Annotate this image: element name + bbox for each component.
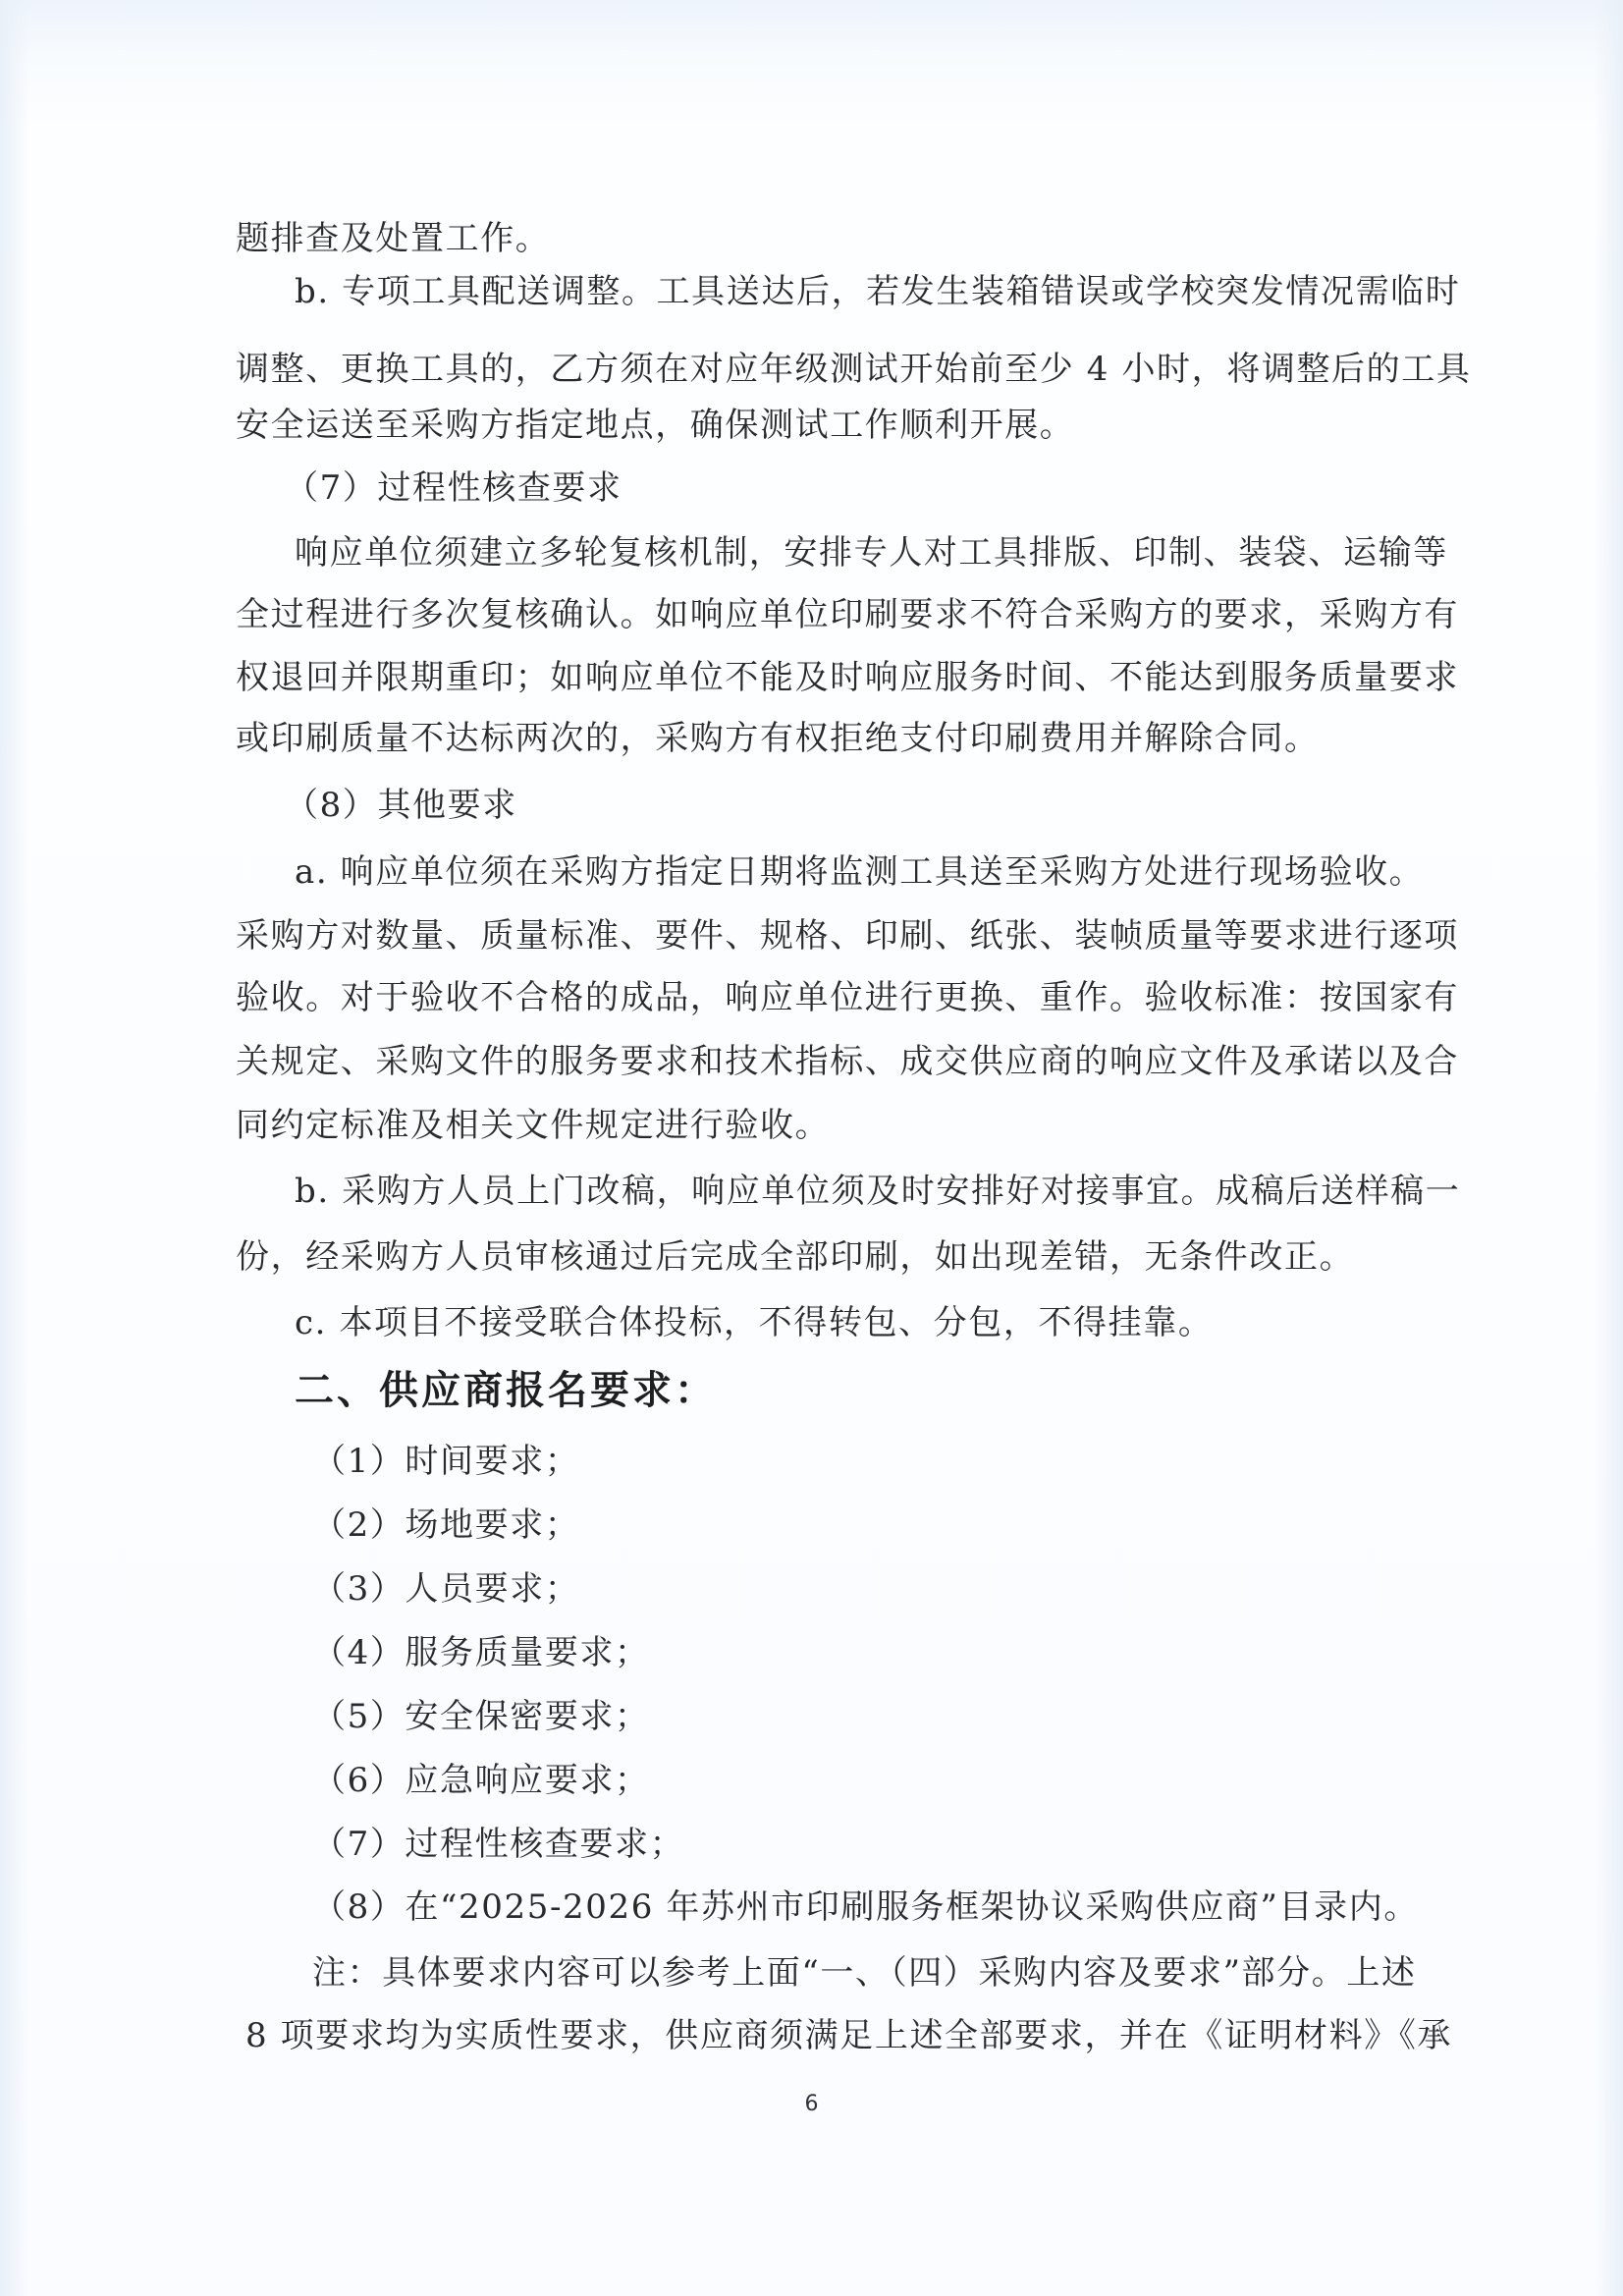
paragraph-line: 全过程进行多次复核确认。如响应单位印刷要求不符合采购方的要求，采购方有 (236, 595, 1459, 634)
paragraph-line: 响应单位须建立多轮复核机制，安排专人对工具排版、印制、装袋、运输等 (295, 533, 1448, 573)
requirement-item: （8）在“2025-2026 年苏州市印刷服务框架协议采购供应商”目录内。 (312, 1887, 1419, 1927)
page-number: 6 (804, 2092, 819, 2116)
paragraph-line: b. 采购方人员上门改稿，响应单位须及时安排好对接事宜。成稿后送样稿一 (295, 1172, 1461, 1211)
paragraph-line: 权退回并限期重印；如响应单位不能及时响应服务时间、不能达到服务质量要求 (236, 658, 1459, 697)
requirement-item: （5）安全保密要求； (312, 1697, 650, 1736)
requirement-item: （7）过程性核查要求； (312, 1825, 685, 1864)
requirement-item: （2）场地要求； (312, 1505, 580, 1545)
paragraph-line: c. 本项目不接受联合体投标，不得转包、分包，不得挂靠。 (295, 1303, 1214, 1342)
requirement-item: （4）服务质量要求； (312, 1633, 650, 1672)
requirement-item: （6）应急响应要求； (312, 1761, 650, 1800)
paragraph-line: b. 专项工具配送调整。工具送达后，若发生装箱错误或学校突发情况需临时 (295, 272, 1461, 311)
paragraph-line: a. 响应单位须在采购方指定日期将监测工具送至采购方处进行现场验收。 (295, 852, 1425, 892)
paragraph-line: 份，经采购方人员审核通过后完成全部印刷，如出现差错，无条件改正。 (236, 1237, 1355, 1277)
paragraph-line: 关规定、采购文件的服务要求和技术指标、成交供应商的响应文件及承诺以及合 (236, 1042, 1459, 1081)
scan-shadow-left (0, 0, 29, 2296)
paragraph-line: 或印刷质量不达标两次的，采购方有权拒绝支付印刷费用并解除合同。 (236, 719, 1320, 758)
note-line: 注：具体要求内容可以参考上面“一、（四）采购内容及要求”部分。上述 (312, 1953, 1417, 1993)
requirement-item: （1）时间要求； (312, 1442, 580, 1481)
scan-shadow-right (1594, 0, 1623, 2296)
paragraph-line: 安全运送至采购方指定地点，确保测试工作顺利开展。 (236, 406, 1075, 445)
paragraph-line: 验收。对于验收不合格的成品，响应单位进行更换、重作。验收标准：按国家有 (236, 978, 1459, 1017)
paragraph-line: 调整、更换工具的，乙方须在对应年级测试开始前至少 4 小时，将调整后的工具 (236, 350, 1472, 389)
subsection-title-7: （7）过程性核查要求 (285, 468, 622, 508)
subsection-title-8: （8）其他要求 (285, 786, 517, 825)
paragraph-line: 题排查及处置工作。 (236, 219, 551, 258)
paragraph-line: 采购方对数量、质量标准、要件、规格、印刷、纸张、装帧质量等要求进行逐项 (236, 916, 1459, 956)
paragraph-line: 同约定标准及相关文件规定进行验收。 (236, 1106, 831, 1145)
requirement-item: （3）人员要求； (312, 1569, 580, 1609)
note-line: 8 项要求均为实质性要求，供应商须满足上述全部要求，并在《证明材料》《承 (245, 2016, 1453, 2055)
section-heading: 二、供应商报名要求： (295, 1368, 717, 1413)
